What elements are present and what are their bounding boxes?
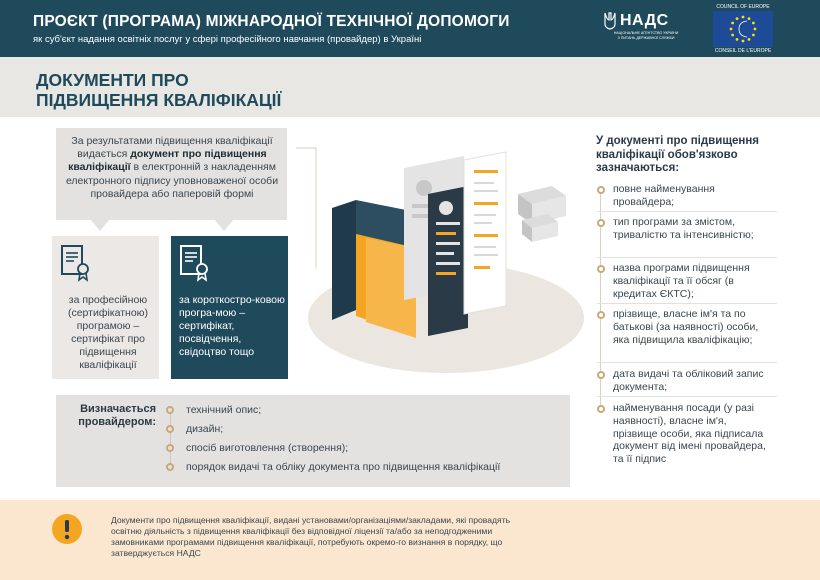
required-fields-title: У документі про підвищення кваліфікації обов'язково зазначаються: <box>596 135 760 174</box>
council-of-europe-logo <box>709 0 777 57</box>
header-subtitle: як суб'єкт надання освітніх послуг у сфері професійного навчання (провайдер) в Україні <box>33 34 422 45</box>
coe-top-text: COUNCIL OF EUROPE <box>716 4 770 10</box>
divider <box>597 396 777 397</box>
header-title: ПРОЄКТ (ПРОГРАМА) МІЖНАРОДНОЇ ТЕХНІЧНОЇ ДОПОМОГИ <box>33 13 510 30</box>
required-item: прізвище, власне ім'я та по батькові (за наявності) особи, яка підвищила кваліфікацію; <box>613 308 759 346</box>
bullet-icon <box>597 371 605 379</box>
nads-subtitle-line-2: З ПИТАНЬ ДЕРЖАВНОЇ СЛУЖБИ <box>617 35 675 40</box>
card-professional-text: за професійною (сертифікатною) програмою – сертифікат про підвищення кваліфікації <box>67 294 149 371</box>
flag-star <box>736 17 739 20</box>
nads-subtitle-line-1: НАЦІОНАЛЬНЕ АГЕНТСТВО УКРАЇНИ <box>613 31 679 35</box>
callout-text-part-1: За результатами підвищення кваліфікації видається <box>71 135 273 161</box>
bullet-icon <box>166 425 174 433</box>
bullet-icon <box>166 444 174 452</box>
flag-star <box>752 34 755 37</box>
divider <box>597 257 777 258</box>
nads-name: НАДС <box>620 12 669 29</box>
flag-star <box>731 34 734 37</box>
flag-star <box>730 28 733 31</box>
flag-star <box>748 17 751 20</box>
eu-flag-icon <box>713 11 773 47</box>
flag-star <box>736 38 739 41</box>
card-short-text: за короткостро-ковою програ-мою – сертифікат, посвідчення, свідоцтво тощо <box>179 294 285 358</box>
nads-logo <box>602 12 690 46</box>
certificate-icon <box>179 244 211 282</box>
flag-star <box>754 28 757 31</box>
flag-star <box>752 22 755 25</box>
provider-label: Визначається провайдером: <box>78 403 156 428</box>
bullet-icon <box>597 265 605 273</box>
provider-item: технічний опис; <box>186 404 262 416</box>
nads-subtitle <box>602 31 690 40</box>
footer-text: Документи про підвищення кваліфікації, видані установами/організаціями/закладами, які провадять освітню діяльність з підвищення кваліфікації без відповідної ліцензії та/або за неподгодженими замовниками програмами підвищення кваліфікації, потребують окремо-го визнання в порядку, що затверджується НАДС <box>111 515 511 558</box>
page-title <box>36 70 281 110</box>
coe-bottom-text: CONSEIL DE L'EUROPE <box>714 48 772 54</box>
documents-illustration <box>296 138 586 388</box>
callout-text-bold: документ про підвищення кваліфікації <box>68 148 267 174</box>
flag-star <box>748 38 751 41</box>
divider <box>597 303 777 304</box>
provider-item: дизайн; <box>186 423 224 435</box>
callout-pointers <box>56 219 287 233</box>
provider-item: порядок видачі та обліку документа про підвищення кваліфікації <box>186 461 501 473</box>
page-title-line-1: ДОКУМЕНТИ ПРО <box>36 70 189 90</box>
bullet-icon <box>597 311 605 319</box>
bullet-icon <box>597 405 605 413</box>
intro-callout-text <box>62 135 282 201</box>
required-item: найменування посади (у разі наявності), власне ім'я, прізвище особи, яка підписала документ від імені провайдера, та її підпис <box>613 402 766 466</box>
flag-star <box>731 22 734 25</box>
provider-list-line <box>170 409 171 467</box>
required-item: дата видачі та обліковий запис документа; <box>613 368 764 393</box>
flag-star <box>742 40 745 43</box>
divider <box>597 211 777 212</box>
bullet-icon <box>166 463 174 471</box>
bullet-icon <box>166 406 174 414</box>
warning-icon <box>51 513 83 545</box>
required-item: назва програми підвищення кваліфікації та її обсяг (в кредитах ЄКТС); <box>613 262 750 300</box>
bullet-icon <box>597 186 605 194</box>
page-title-line-2: ПІДВИЩЕННЯ КВАЛІФІКАЦІЇ <box>36 90 282 110</box>
certificate-icon <box>60 244 92 282</box>
bullet-icon <box>597 219 605 227</box>
divider <box>597 362 777 363</box>
required-item: повне найменування провайдера; <box>613 183 715 208</box>
required-item: тип програми за змістом, тривалістю та інтенсивністю; <box>613 216 754 241</box>
trident-icon <box>604 12 616 30</box>
flag-star <box>742 16 745 19</box>
callout-text-part-2: в електронній з накладенням електронного підпису уповноваженої особи провайдера або паперовій формі <box>65 161 279 200</box>
provider-item: спосіб виготовлення (створення); <box>186 442 349 454</box>
